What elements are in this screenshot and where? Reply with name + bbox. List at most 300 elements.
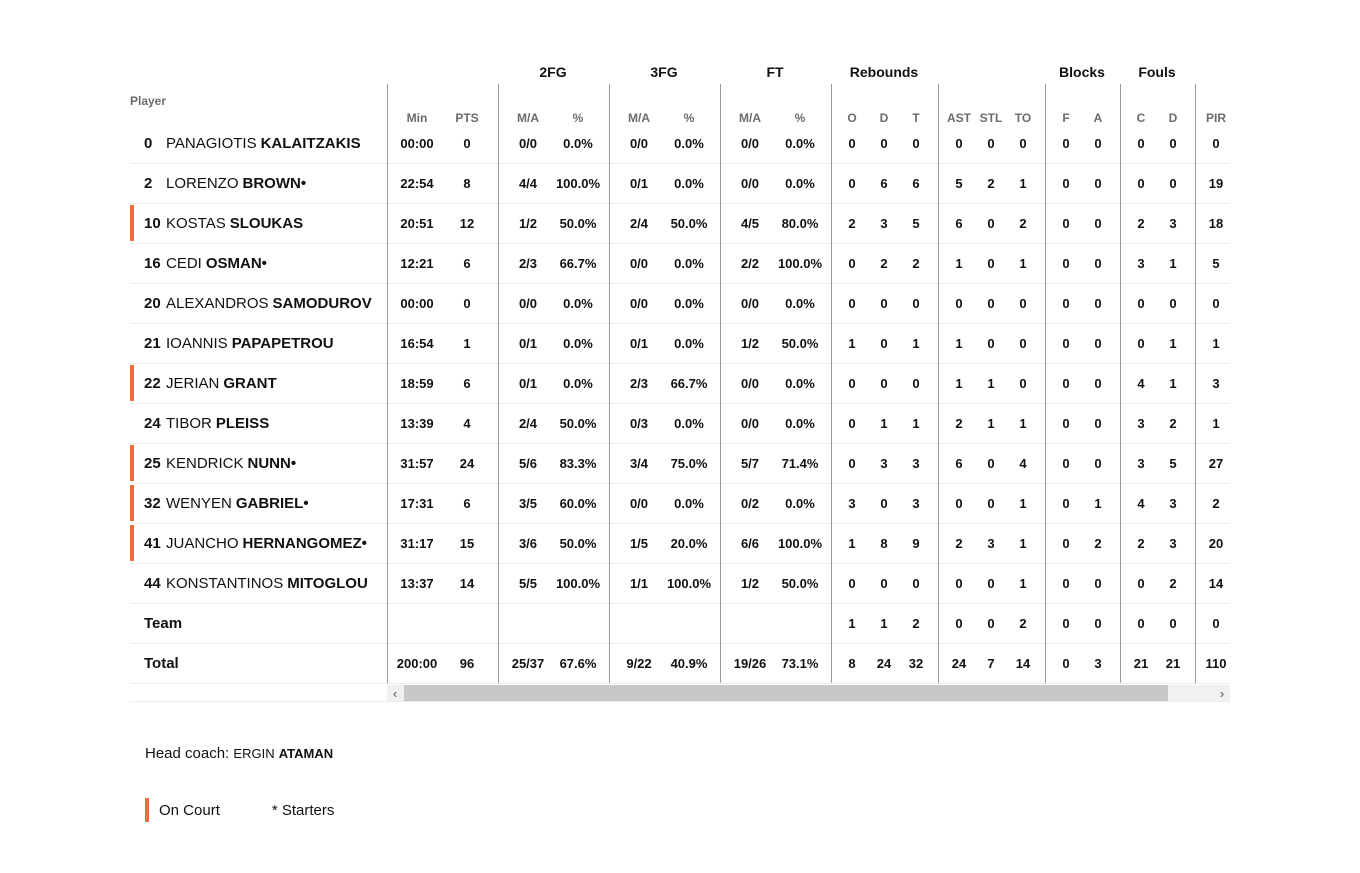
stat-cell: 2/2 bbox=[740, 255, 760, 271]
player-number: 24 bbox=[144, 414, 161, 432]
stat-cell: 20.0% bbox=[670, 535, 708, 551]
stat-cell: 4 bbox=[1137, 375, 1145, 391]
stat-cell: 0.0% bbox=[785, 295, 815, 311]
stat-cell: 0 bbox=[1137, 615, 1145, 631]
player-last-name: HERNANGOMEZ• bbox=[242, 534, 367, 552]
stat-cell: 0/1 bbox=[518, 375, 538, 391]
player-row bbox=[130, 363, 1230, 403]
stat-cell: 50.0% bbox=[781, 335, 819, 351]
player-row bbox=[130, 403, 1230, 443]
stat-cell: 2 bbox=[912, 255, 920, 271]
stat-cell: 1/2 bbox=[740, 575, 760, 591]
player-name[interactable] bbox=[130, 523, 387, 563]
player-name[interactable] bbox=[130, 203, 387, 243]
stat-cell: 3 bbox=[1212, 375, 1220, 391]
player-name[interactable] bbox=[130, 243, 387, 283]
stat-cell: 1 bbox=[1169, 375, 1177, 391]
player-row bbox=[130, 323, 1230, 363]
stat-cell: 0/0 bbox=[740, 375, 760, 391]
stat-cell: 0 bbox=[912, 135, 920, 151]
stat-cell: 0 bbox=[848, 415, 856, 431]
team-row bbox=[130, 603, 1230, 643]
stat-cell: 100.0% bbox=[555, 175, 601, 191]
player-row bbox=[130, 563, 1230, 603]
stat-cell: 0 bbox=[848, 255, 856, 271]
player-number: 10 bbox=[144, 214, 161, 232]
stat-cell: 00:00 bbox=[400, 295, 434, 311]
stat-cell: 5 bbox=[1212, 255, 1220, 271]
column-header: A bbox=[1093, 111, 1103, 125]
player-name[interactable] bbox=[130, 563, 387, 603]
group-header-blk: Blocks bbox=[1059, 64, 1105, 80]
player-last-name: SAMODUROV bbox=[272, 294, 372, 312]
player-first-name: KOSTAS bbox=[166, 214, 226, 232]
stat-cell: 1 bbox=[880, 415, 888, 431]
stat-cell: 1 bbox=[1212, 415, 1220, 431]
stat-cell: 2 bbox=[955, 535, 963, 551]
stat-cell: 0 bbox=[987, 295, 995, 311]
stat-cell: 0 bbox=[955, 575, 963, 591]
stat-cell: 6 bbox=[463, 495, 471, 511]
stat-cell: 75.0% bbox=[670, 455, 708, 471]
stat-cell: 0 bbox=[1019, 375, 1027, 391]
group-header-reb: Rebounds bbox=[849, 64, 919, 80]
stat-cell: 24 bbox=[951, 655, 967, 671]
column-header: % bbox=[683, 111, 695, 125]
stat-cell: 0/0 bbox=[518, 295, 538, 311]
player-column-header: Player bbox=[130, 94, 167, 108]
stat-cell: 2 bbox=[987, 175, 995, 191]
stat-cell: 0.0% bbox=[785, 175, 815, 191]
stat-cell: 0.0% bbox=[785, 375, 815, 391]
player-number: 16 bbox=[144, 254, 161, 272]
stat-cell: 4 bbox=[463, 415, 471, 431]
scroll-left-arrow[interactable]: ‹ bbox=[392, 685, 398, 701]
stat-cell: 2/4 bbox=[518, 415, 538, 431]
player-row bbox=[130, 203, 1230, 243]
stat-cell: 0 bbox=[1062, 215, 1070, 231]
scroll-thumb[interactable] bbox=[404, 685, 1168, 701]
total-label-text: Total bbox=[144, 654, 179, 672]
stat-cell: 0 bbox=[1094, 215, 1102, 231]
stat-cell: 1 bbox=[987, 375, 995, 391]
stat-cell: 4 bbox=[1137, 495, 1145, 511]
column-divider bbox=[498, 84, 499, 683]
stat-cell: 6 bbox=[955, 455, 963, 471]
stat-cell: 0 bbox=[1094, 175, 1102, 191]
stat-cell: 0 bbox=[1094, 615, 1102, 631]
stat-cell: 0.0% bbox=[674, 175, 704, 191]
stat-cell: 13:37 bbox=[400, 575, 434, 591]
column-header: STL bbox=[979, 111, 1003, 125]
stat-cell: 0 bbox=[1094, 255, 1102, 271]
stat-cell: 12:21 bbox=[400, 255, 434, 271]
stat-cell: 3 bbox=[880, 455, 888, 471]
stat-cell: 1 bbox=[848, 535, 856, 551]
stat-cell: 4/4 bbox=[518, 175, 538, 191]
stat-cell: 5/5 bbox=[518, 575, 538, 591]
stat-cell: 18 bbox=[1208, 215, 1224, 231]
column-divider bbox=[720, 84, 721, 683]
player-last-name: PAPAPETROU bbox=[231, 334, 334, 352]
stat-cell: 100.0% bbox=[777, 535, 823, 551]
column-divider bbox=[1195, 84, 1196, 683]
stat-cell: 6 bbox=[880, 175, 888, 191]
player-first-name: KENDRICK bbox=[166, 454, 244, 472]
stat-cell: 71.4% bbox=[781, 455, 819, 471]
stat-cell: 1 bbox=[1019, 495, 1027, 511]
player-last-name: MITOGLOU bbox=[287, 574, 368, 592]
stat-cell: 1 bbox=[912, 415, 920, 431]
stat-cell: 8 bbox=[880, 535, 888, 551]
stat-cell: 0 bbox=[1062, 655, 1070, 671]
stat-cell: 110 bbox=[1205, 655, 1227, 671]
stat-cell: 2/4 bbox=[629, 215, 649, 231]
stat-cell: 22:54 bbox=[400, 175, 434, 191]
stat-cell: 0 bbox=[955, 615, 963, 631]
group-header-ft: FT bbox=[766, 64, 784, 80]
stat-cell: 0 bbox=[955, 495, 963, 511]
stat-cell: 8 bbox=[848, 655, 856, 671]
stat-cell: 96 bbox=[459, 655, 475, 671]
stat-cell: 66.7% bbox=[559, 255, 597, 271]
stat-cell: 1 bbox=[1094, 495, 1102, 511]
stat-cell: 2 bbox=[1169, 415, 1177, 431]
column-divider bbox=[1120, 84, 1121, 683]
stat-cell: 1 bbox=[1212, 335, 1220, 351]
stat-cell: 50.0% bbox=[781, 575, 819, 591]
stat-cell: 0 bbox=[1094, 415, 1102, 431]
stat-cell: 2 bbox=[1137, 535, 1145, 551]
stat-cell: 1 bbox=[848, 615, 856, 631]
player-first-name: TIBOR bbox=[166, 414, 212, 432]
stat-cell: 0 bbox=[848, 455, 856, 471]
head-coach-first: ERGIN bbox=[233, 746, 275, 761]
player-name[interactable] bbox=[130, 123, 387, 163]
player-row bbox=[130, 523, 1230, 563]
stat-cell: 0.0% bbox=[785, 415, 815, 431]
stat-cell: 0 bbox=[1062, 575, 1070, 591]
player-name[interactable] bbox=[130, 283, 387, 323]
horizontal-scrollbar[interactable] bbox=[387, 685, 1230, 701]
stat-cell: 0 bbox=[987, 335, 995, 351]
stat-cell: 0/3 bbox=[629, 415, 649, 431]
stat-cell: 0 bbox=[880, 135, 888, 151]
stat-cell: 21 bbox=[1133, 655, 1149, 671]
column-header: Min bbox=[406, 111, 428, 125]
stat-cell: 0.0% bbox=[563, 295, 593, 311]
stat-cell: 83.3% bbox=[559, 455, 597, 471]
stat-cell: 0 bbox=[1137, 175, 1145, 191]
stat-cell: 1 bbox=[1019, 535, 1027, 551]
stat-cell: 0/0 bbox=[629, 255, 649, 271]
group-header-fg3: 3FG bbox=[650, 64, 678, 80]
stat-cell: 24 bbox=[876, 655, 892, 671]
stat-cell: 0 bbox=[1062, 495, 1070, 511]
stat-cell: 3 bbox=[1169, 535, 1177, 551]
stat-cell: 14 bbox=[459, 575, 475, 591]
stat-cell: 0 bbox=[1062, 375, 1070, 391]
head-coach bbox=[145, 745, 333, 762]
stat-cell: 0/0 bbox=[740, 295, 760, 311]
stat-cell: 0.0% bbox=[563, 135, 593, 151]
stat-cell: 80.0% bbox=[781, 215, 819, 231]
stat-cell: 0 bbox=[987, 495, 995, 511]
stat-cell: 4 bbox=[1019, 455, 1027, 471]
stat-cell: 9/22 bbox=[626, 655, 652, 671]
stat-cell: 66.7% bbox=[670, 375, 708, 391]
stat-cell: 0 bbox=[912, 375, 920, 391]
column-divider bbox=[938, 84, 939, 683]
stat-cell: 0 bbox=[1169, 135, 1177, 151]
stat-cell: 4/5 bbox=[740, 215, 760, 231]
stat-cell: 0 bbox=[987, 215, 995, 231]
stat-cell bbox=[725, 603, 775, 643]
stat-cell: 2 bbox=[848, 215, 856, 231]
stat-cell: 24 bbox=[459, 455, 475, 471]
stat-cell: 0/0 bbox=[740, 135, 760, 151]
stat-cell: 0 bbox=[912, 575, 920, 591]
column-header: % bbox=[572, 111, 584, 125]
column-header: % bbox=[794, 111, 806, 125]
stat-cell: 0 bbox=[1062, 615, 1070, 631]
stat-cell bbox=[503, 603, 553, 643]
stat-cell: 6/6 bbox=[740, 535, 760, 551]
stat-cell: 2 bbox=[1137, 215, 1145, 231]
column-header: AST bbox=[947, 111, 971, 125]
total-row bbox=[130, 643, 1230, 683]
stat-cell bbox=[614, 603, 664, 643]
stat-cell: 1 bbox=[912, 335, 920, 351]
stat-cell: 3/5 bbox=[518, 495, 538, 511]
stat-cell: 3 bbox=[912, 455, 920, 471]
stat-cell: 100.0% bbox=[555, 575, 601, 591]
stat-cell: 0.0% bbox=[785, 495, 815, 511]
stat-cell: 0 bbox=[1094, 575, 1102, 591]
column-divider bbox=[609, 84, 610, 683]
stat-cell: 0 bbox=[955, 295, 963, 311]
stat-cell: 0 bbox=[1062, 175, 1070, 191]
stat-cell: 100.0% bbox=[666, 575, 712, 591]
player-first-name: LORENZO bbox=[166, 174, 239, 192]
stat-cell: 0 bbox=[1062, 255, 1070, 271]
stat-cell: 8 bbox=[463, 175, 471, 191]
stat-cell: 1 bbox=[1019, 575, 1027, 591]
stat-cell: 3 bbox=[1137, 415, 1145, 431]
column-header: M/A bbox=[628, 111, 650, 125]
stat-cell: 0 bbox=[880, 295, 888, 311]
stat-cell: 1 bbox=[1019, 415, 1027, 431]
stat-cell: 31:57 bbox=[400, 455, 434, 471]
stat-cell: 0 bbox=[1094, 455, 1102, 471]
stat-cell: 20:51 bbox=[400, 215, 434, 231]
stat-cell: 27 bbox=[1208, 455, 1224, 471]
stat-cell: 0 bbox=[1212, 295, 1220, 311]
stat-cell: 0 bbox=[1094, 135, 1102, 151]
player-name[interactable] bbox=[130, 363, 387, 403]
stat-cell: 40.9% bbox=[670, 655, 708, 671]
stat-cell: 0 bbox=[463, 295, 471, 311]
stat-cell: 1 bbox=[955, 335, 963, 351]
row-separator bbox=[130, 683, 1230, 684]
player-first-name: JUANCHO bbox=[166, 534, 239, 552]
player-last-name: GRANT bbox=[223, 374, 277, 392]
legend-on-court: On Court bbox=[159, 801, 220, 819]
player-number: 41 bbox=[144, 534, 161, 552]
stat-cell: 12 bbox=[459, 215, 475, 231]
stat-cell: 0.0% bbox=[674, 495, 704, 511]
legend-starters: * Starters bbox=[271, 801, 335, 819]
stat-cell: 0 bbox=[1169, 175, 1177, 191]
stat-cell: 0 bbox=[880, 375, 888, 391]
stat-cell: 0.0% bbox=[785, 135, 815, 151]
stat-cell: 0 bbox=[955, 135, 963, 151]
stat-cell: 0/0 bbox=[740, 175, 760, 191]
stat-cell: 50.0% bbox=[670, 215, 708, 231]
stat-cell: 200:00 bbox=[396, 655, 438, 671]
stat-cell: 1 bbox=[987, 415, 995, 431]
column-divider bbox=[387, 84, 388, 683]
stat-cell: 20 bbox=[1208, 535, 1224, 551]
player-number: 2 bbox=[144, 174, 153, 192]
stat-cell: 73.1% bbox=[781, 655, 819, 671]
stat-cell: 0 bbox=[1062, 455, 1070, 471]
stat-cell: 3 bbox=[1094, 655, 1102, 671]
stat-cell bbox=[548, 603, 608, 643]
stat-cell: 0.0% bbox=[674, 415, 704, 431]
stat-cell bbox=[387, 603, 447, 643]
stat-cell: 0/0 bbox=[629, 495, 649, 511]
player-row bbox=[130, 123, 1230, 163]
stat-cell: 15 bbox=[459, 535, 475, 551]
stat-cell: 0.0% bbox=[674, 255, 704, 271]
column-header: PIR bbox=[1205, 111, 1226, 125]
stat-cell: 6 bbox=[463, 375, 471, 391]
stat-cell: 5 bbox=[955, 175, 963, 191]
stat-cell: 100.0% bbox=[777, 255, 823, 271]
stat-cell: 0.0% bbox=[674, 135, 704, 151]
stat-cell: 0 bbox=[1094, 335, 1102, 351]
team-label-text: Team bbox=[144, 614, 183, 632]
player-first-name: KONSTANTINOS bbox=[166, 574, 284, 592]
stat-cell: 3 bbox=[912, 495, 920, 511]
player-last-name: OSMAN• bbox=[205, 254, 267, 272]
stat-cell: 1 bbox=[463, 335, 471, 351]
stat-cell: 2 bbox=[1019, 615, 1027, 631]
stat-cell: 2 bbox=[1212, 495, 1220, 511]
stat-cell: 0 bbox=[1062, 295, 1070, 311]
stat-cell: 0.0% bbox=[674, 335, 704, 351]
stat-cell: 0 bbox=[987, 455, 995, 471]
stat-cell: 0.0% bbox=[563, 375, 593, 391]
column-header: TO bbox=[1014, 111, 1032, 125]
player-last-name: PLEISS bbox=[215, 414, 270, 432]
stat-cell: 1 bbox=[1019, 255, 1027, 271]
group-header-fouls: Fouls bbox=[1138, 64, 1176, 80]
column-header: C bbox=[1136, 111, 1146, 125]
stat-cell: 0/1 bbox=[518, 335, 538, 351]
stat-cell: 0 bbox=[1169, 615, 1177, 631]
stat-cell: 0 bbox=[848, 295, 856, 311]
stat-cell: 3 bbox=[1169, 215, 1177, 231]
player-last-name: GABRIEL• bbox=[235, 494, 309, 512]
stat-cell: 0 bbox=[1169, 295, 1177, 311]
team-label bbox=[130, 603, 387, 643]
stat-cell: 1 bbox=[955, 375, 963, 391]
scroll-right-arrow[interactable]: › bbox=[1219, 685, 1225, 701]
column-header: D bbox=[1168, 111, 1178, 125]
stat-cell: 60.0% bbox=[559, 495, 597, 511]
player-name[interactable] bbox=[130, 443, 387, 483]
stat-cell: 0 bbox=[848, 135, 856, 151]
stat-cell: 0 bbox=[1062, 415, 1070, 431]
stat-cell: 3 bbox=[848, 495, 856, 511]
stat-cell: 3/4 bbox=[629, 455, 649, 471]
player-number: 25 bbox=[144, 454, 161, 472]
player-last-name: KALAITZAKIS bbox=[260, 134, 361, 152]
player-name[interactable] bbox=[130, 403, 387, 443]
stat-cell: 9 bbox=[912, 535, 920, 551]
stat-cell: 0 bbox=[912, 295, 920, 311]
stat-cell: 0 bbox=[987, 615, 995, 631]
player-row bbox=[130, 163, 1230, 203]
stat-cell: 00:00 bbox=[400, 135, 434, 151]
stat-cell: 3 bbox=[880, 215, 888, 231]
stat-cell: 1 bbox=[880, 615, 888, 631]
stat-cell: 1/5 bbox=[629, 535, 649, 551]
stat-cell: 0 bbox=[880, 495, 888, 511]
stat-cell: 0 bbox=[1137, 295, 1145, 311]
player-row bbox=[130, 443, 1230, 483]
player-row bbox=[130, 243, 1230, 283]
player-last-name: BROWN• bbox=[242, 174, 307, 192]
player-last-name: NUNN• bbox=[247, 454, 297, 472]
stat-cell: 0/0 bbox=[740, 415, 760, 431]
column-header: D bbox=[879, 111, 889, 125]
player-name[interactable] bbox=[130, 483, 387, 523]
stat-cell: 0 bbox=[987, 135, 995, 151]
stat-cell: 0/2 bbox=[740, 495, 760, 511]
stat-cell: 0 bbox=[1094, 375, 1102, 391]
player-name[interactable] bbox=[130, 323, 387, 363]
stat-cell: 3 bbox=[1169, 495, 1177, 511]
stat-cell: 67.6% bbox=[559, 655, 597, 671]
stat-cell: 0 bbox=[1212, 615, 1220, 631]
stat-cell: 3 bbox=[1137, 255, 1145, 271]
stat-cell: 5/6 bbox=[518, 455, 538, 471]
stat-cell: 0 bbox=[848, 575, 856, 591]
group-header-fg2: 2FG bbox=[539, 64, 567, 80]
player-name[interactable] bbox=[130, 163, 387, 203]
stat-cell: 1/2 bbox=[740, 335, 760, 351]
stat-cell: 1 bbox=[1019, 175, 1027, 191]
stat-cell: 31:17 bbox=[400, 535, 434, 551]
stat-cell: 0/1 bbox=[629, 335, 649, 351]
column-header: PTS bbox=[455, 111, 479, 125]
stat-cell: 0 bbox=[1062, 135, 1070, 151]
stat-cell: 0 bbox=[1094, 295, 1102, 311]
player-row bbox=[130, 283, 1230, 323]
stat-cell: 0 bbox=[1062, 535, 1070, 551]
player-number: 32 bbox=[144, 494, 161, 512]
stat-cell: 0 bbox=[1137, 335, 1145, 351]
column-divider bbox=[1045, 84, 1046, 683]
stat-cell: 2 bbox=[1019, 215, 1027, 231]
stat-cell: 0/0 bbox=[629, 295, 649, 311]
stat-cell: 13:39 bbox=[400, 415, 434, 431]
stat-cell: 17:31 bbox=[400, 495, 434, 511]
stat-cell: 5/7 bbox=[740, 455, 760, 471]
